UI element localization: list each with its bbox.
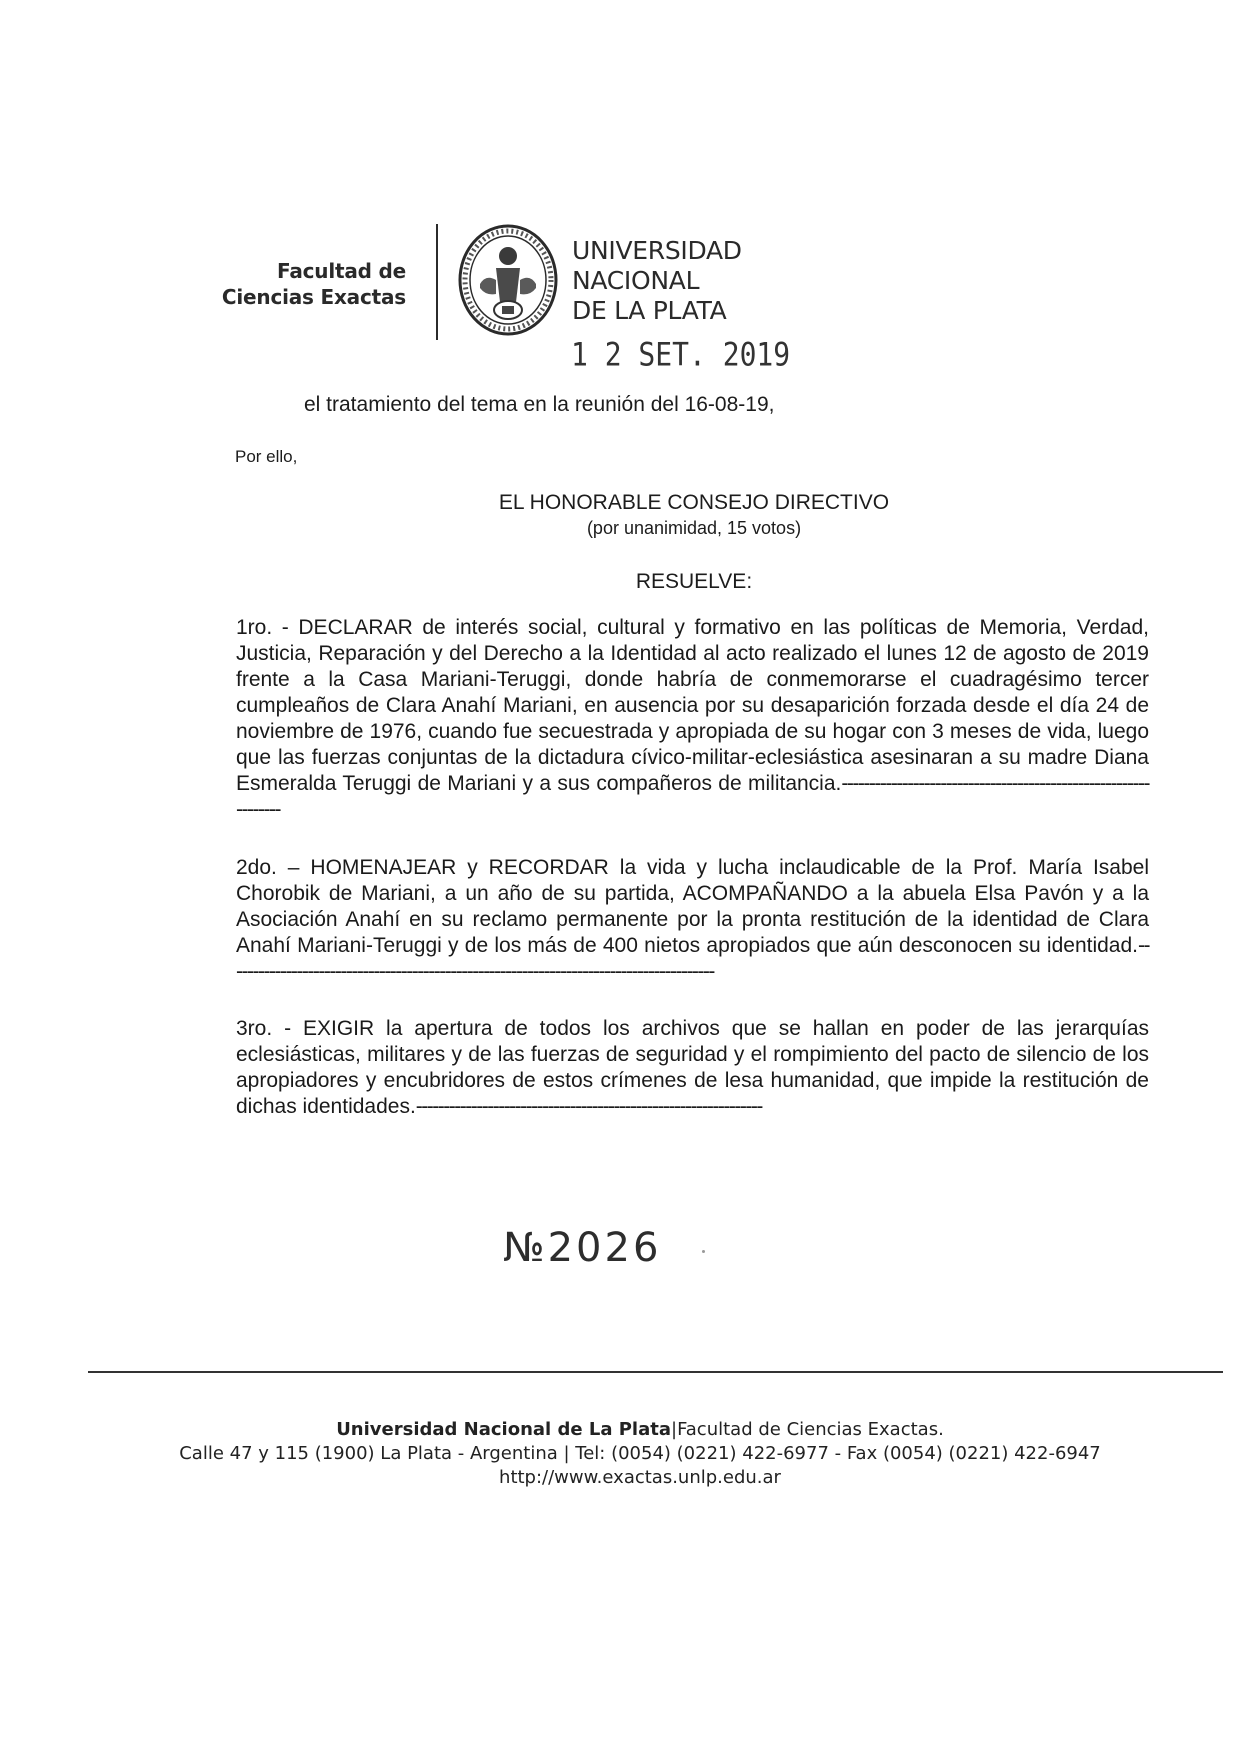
article-3-dashes: --------------------------------------------------------------- (415, 1095, 762, 1118)
footer-faculty: Facultad de Ciencias Exactas. (677, 1419, 944, 1440)
footer-line-1: Universidad Nacional de La Plata|Facultad de Ciencias Exactas. (336, 1419, 944, 1440)
article-2 (236, 855, 1149, 985)
university-line-1: UNIVERSIDAD (572, 236, 742, 265)
article-3-text: 3ro. - EXIGIR la apertura de todos los archivos que se hallan en poder de las jerarquías eclesiásticas, militares y de las fuerzas de seguridad y el rompimiento del pacto de silencio de los apropiadores y encubridores de estos crímenes de lesa humanidad, que impide la restitución de dichas identidades. (236, 1017, 1149, 1118)
header-divider (436, 224, 438, 340)
university-line-3: DE LA PLATA (572, 296, 727, 325)
footer (120, 1418, 1160, 1490)
council-heading: EL HONORABLE CONSEJO DIRECTIVO (498, 491, 890, 514)
article-3 (236, 1016, 1149, 1120)
votes-note: (por unanimidad, 15 votos) (586, 518, 802, 538)
faculty-name (222, 258, 406, 310)
por-ello-text: Por ello, (235, 447, 298, 466)
footer-divider (88, 1371, 1223, 1373)
date-stamp: 1 2 SET. 2019 (571, 335, 791, 374)
resuelve-heading: RESUELVE: (635, 570, 753, 593)
intro-text: el tratamiento del tema en la reunión del 16-08-19, (304, 393, 775, 416)
stamp-dot (702, 1250, 705, 1253)
footer-address: Calle 47 y 115 (1900) La Plata - Argentina | Tel: (0054) (0221) 422-6977 - Fax (0054) (0221) 422-6947 (179, 1443, 1101, 1464)
university-seal-logo (456, 222, 560, 338)
article-1 (236, 615, 1149, 823)
footer-university: Universidad Nacional de La Plata (336, 1419, 671, 1440)
resolution-number-stamp: №2026 (503, 1225, 662, 1271)
faculty-line-2: Ciencias Exactas (221, 285, 406, 309)
article-2-text: 2do. – HOMENAJEAR y RECORDAR la vida y lucha inclaudicable de la Prof. María Isabel Chorobik de Mariani, a un año de su partida, ACOMPAÑANDO a la abuela Elsa Pavón y a la Asociación Anahí en su reclamo permanente por la pronta restitución de la identidad de Clara Anahí Mariani-Teruggi y de los más de 400 nietos apropiados que aún desconocen su identidad. (236, 856, 1149, 957)
article-2-dashes: ----------------------------------------------------------------------------------------- (236, 934, 1149, 983)
article-1-text: 1ro. - DECLARAR de interés social, cultural y formativo en las políticas de Memoria, Verdad, Justicia, Reparación y del Derecho a la Identidad al acto realizado el lunes 12 de agosto de 2019 frente a la Casa Mariani-Teruggi, donde habría de conmemorarse el cuadragésimo tercer cumpleaños de Clara Anahí Mariani, en ausencia por su desaparición forzada desde el día 24 de noviembre de 1976, cuando fue secuestrada y apropiada de su hogar con 3 meses de vida, luego que las fuerzas conjuntas de la dictadura cívico-militar-eclesiástica asesinaran a su madre Diana Esmeralda Teruggi de Mariani y a sus compañeros de militancia. (236, 616, 1149, 795)
article-1-dashes: ---------------------------------------------------------------- (236, 772, 1149, 821)
faculty-line-1: Facultad de (277, 259, 406, 283)
university-name (572, 236, 742, 326)
footer-website: http://www.exactas.unlp.edu.ar (499, 1467, 781, 1488)
university-line-2: NACIONAL (572, 266, 700, 295)
